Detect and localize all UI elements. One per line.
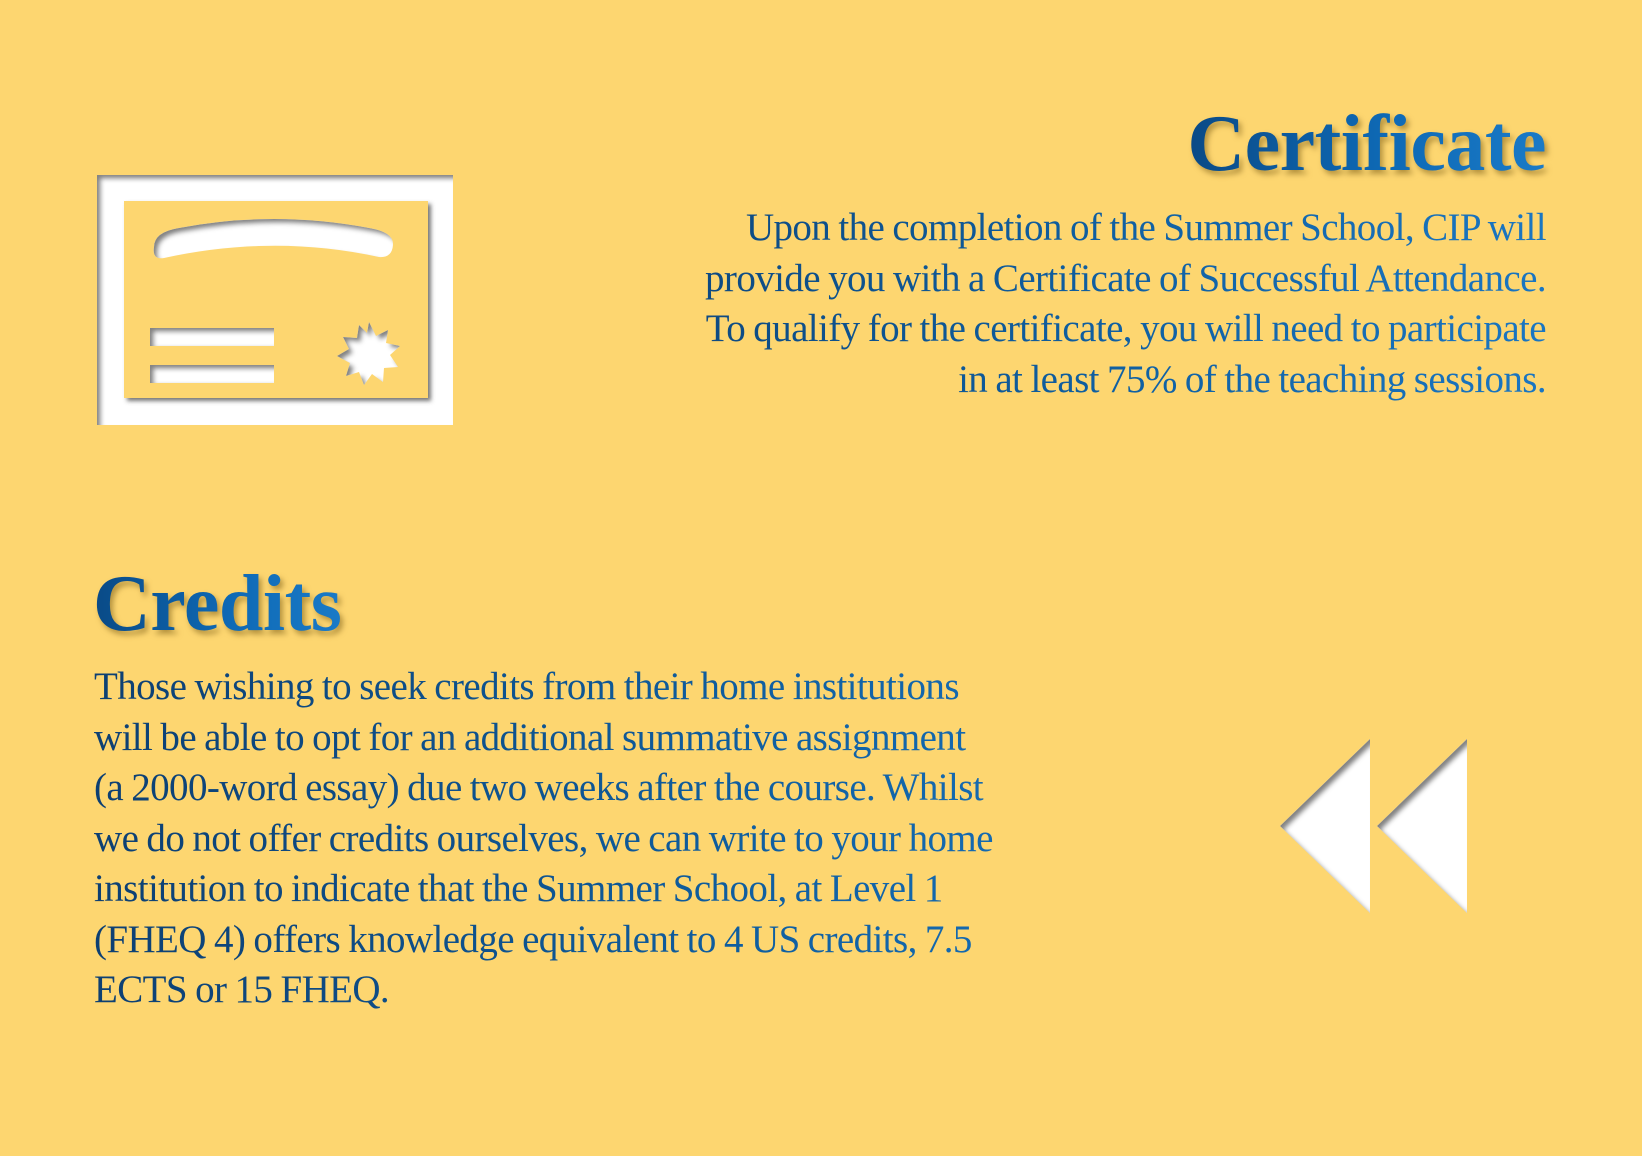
- certificate-description: [486, 203, 1546, 405]
- credits-line: we do not offer credits ourselves, we can write to your home: [94, 816, 993, 860]
- credits-description: [94, 662, 1244, 1016]
- certificate-line: To qualify for the certificate, you will need to participate: [705, 307, 1546, 350]
- credits-line: will be able to opt for an additional summative assignment: [94, 715, 966, 759]
- certificate-heading: Certificate: [1187, 100, 1546, 188]
- certificate-line: provide you with a Certificate of Successful Attendance.: [705, 256, 1546, 300]
- certificate-icon: [94, 172, 460, 435]
- credits-line: ECTS or 15 FHEQ.: [94, 968, 390, 1011]
- rewind-icon: [1272, 732, 1482, 927]
- credits-line: institution to indicate that the Summer School, at Level 1: [94, 867, 943, 910]
- credits-line: (FHEQ 4) offers knowledge equivalent to 4 US credits, 7.5: [94, 917, 972, 961]
- credits-line: Those wishing to seek credits from their home institutions: [94, 665, 959, 708]
- certificate-line: in at least 75% of the teaching sessions.: [958, 357, 1546, 401]
- credits-heading: Credits: [93, 560, 342, 648]
- certificate-line: Upon the completion of the Summer School, CIP will: [745, 206, 1546, 249]
- credits-line: (a 2000-word essay) due two weeks after the course. Whilst: [94, 766, 984, 809]
